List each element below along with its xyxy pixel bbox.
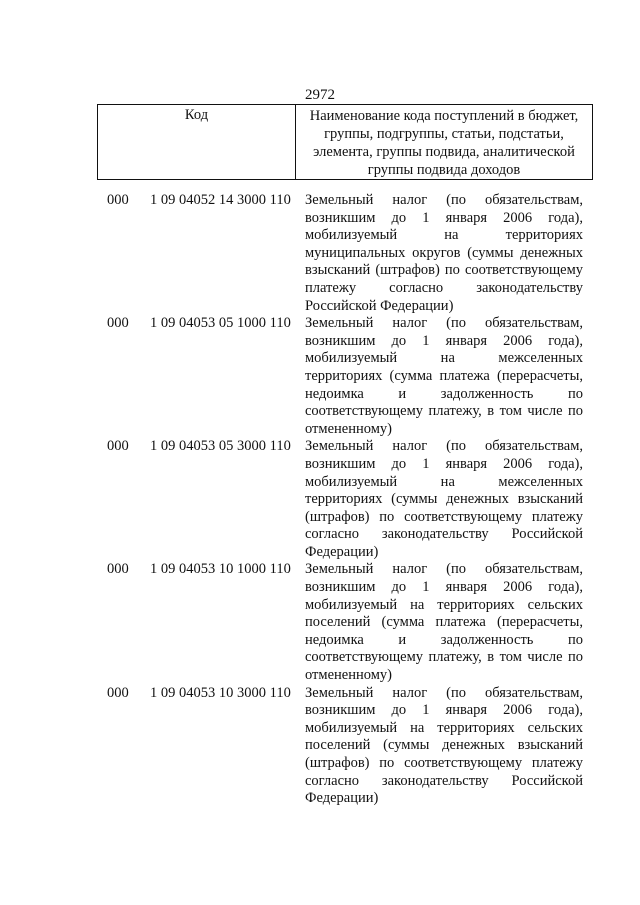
table-row (0, 685, 640, 808)
row-budget-code: 1 09 04052 14 3000 110 (150, 192, 291, 208)
row-admin-code: 000 (107, 561, 129, 578)
page-number: 2972 (305, 87, 335, 103)
row-description: Земельный налог (по обязательствам, возникшим до 1 января 2006 года), мобилизуемый на территориях сельских поселений (суммы денежных взысканий (штрафов) по соответствующему платежу согласно законодательству Российской Федерации) (305, 684, 583, 807)
row-admin-code: 000 (107, 438, 129, 455)
table-row (0, 438, 640, 561)
row-description: Земельный налог (по обязательствам, возникшим до 1 января 2006 года), мобилизуемый на территориях сельских поселений (сумма платежа (перерасчеты, недоимка и задолженность по соответствующему платежу, в том числе по отмененному) (305, 561, 583, 684)
table-body (0, 192, 640, 808)
row-admin-code: 000 (107, 192, 129, 208)
row-description: Земельный налог (по обязательствам, возникшим до 1 января 2006 года), мобилизуемый на межселенных территориях (суммы денежных взысканий (штрафов) по соответствующему платежу согласно законодательству Российской Федерации) (305, 438, 583, 560)
row-description: Земельный налог (по обязательствам, возникшим до 1 января 2006 года), мобилизуемый на территориях муниципальных округов (суммы денежных взысканий (штрафов) по соответствующему платежу согласно законодательству Российской Федерации) (305, 192, 583, 314)
row-budget-code: 1 09 04053 05 1000 110 (150, 315, 291, 332)
row-budget-code: 1 09 04053 10 1000 110 (150, 561, 291, 578)
table-row (0, 192, 640, 315)
table-row (0, 561, 640, 684)
row-admin-code: 000 (107, 315, 129, 332)
row-admin-code: 000 (107, 684, 129, 701)
row-budget-code: 1 09 04053 05 3000 110 (150, 438, 291, 455)
row-budget-code: 1 09 04053 10 3000 110 (150, 684, 291, 701)
header-code-label: Код (98, 105, 296, 179)
row-description: Земельный налог (по обязательствам, возникшим до 1 января 2006 года), мобилизуемый на межселенных территориях (сумма платежа (перерасчеты, недоимка и задолженность по соответствующему платежу, в том числе по отмененному) (305, 315, 583, 437)
table-row (0, 315, 640, 438)
header-name-label: Наименование кода поступлений в бюджет, группы, подгруппы, статьи, подстатьи, элемента, группы подвида, аналитической группы подвида доходов (309, 108, 579, 178)
table-header (97, 104, 593, 180)
